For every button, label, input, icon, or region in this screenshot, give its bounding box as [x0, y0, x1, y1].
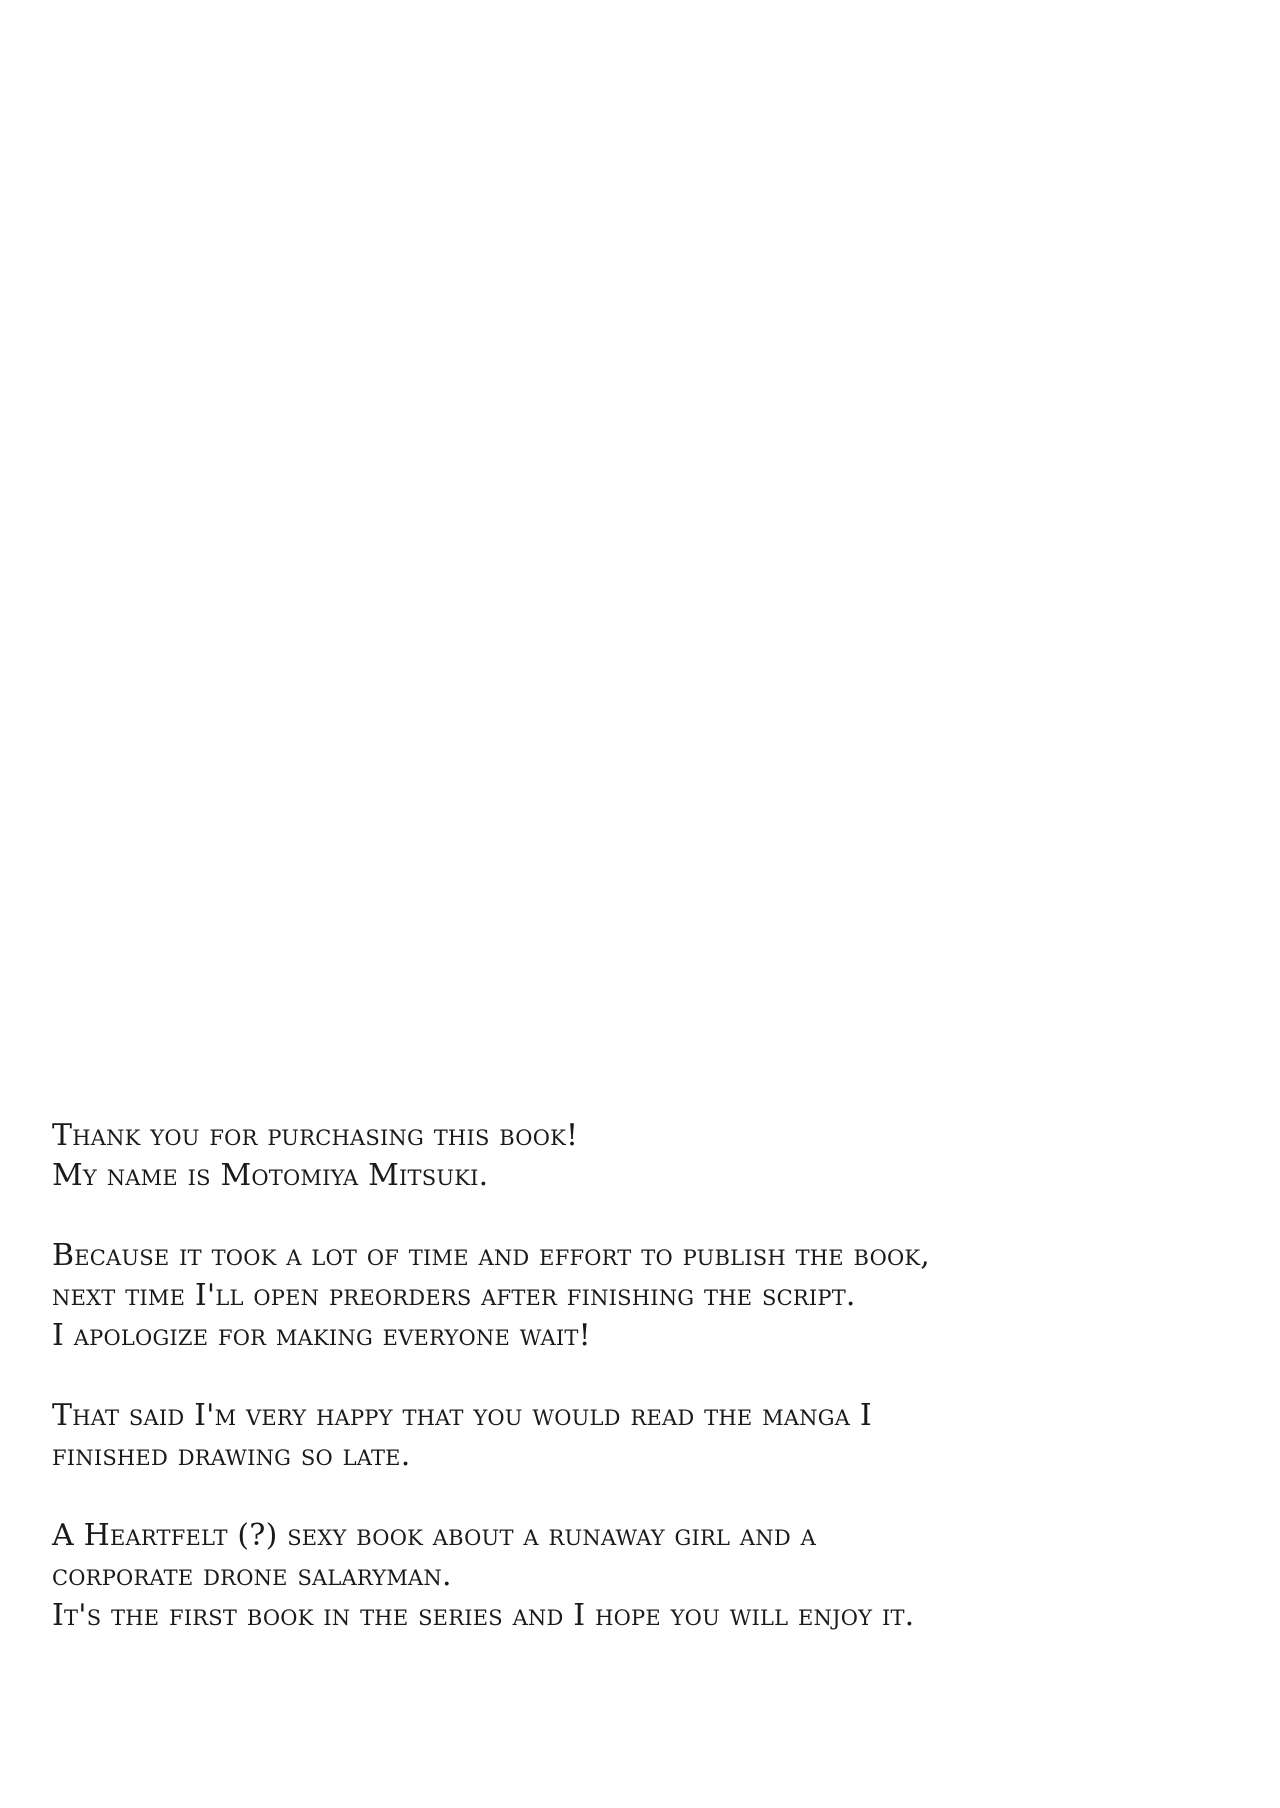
text-line: Because it took a lot of time and effort to publish the book,: [52, 1238, 931, 1273]
text-line: corporate drone salaryman.: [52, 1558, 452, 1593]
text-line: I apologize for making everyone wait!: [52, 1318, 591, 1353]
paragraph-greeting: [52, 1116, 1152, 1196]
text-line: It's the first book in the series and I hope you will enjoy it.: [52, 1598, 915, 1633]
text-line: finished drawing so late.: [52, 1438, 411, 1473]
text-line: next time I'll open preorders after finishing the script.: [52, 1278, 856, 1313]
paragraph-book-description: [52, 1516, 1152, 1636]
paragraph-apology: [52, 1236, 1152, 1356]
text-line: That said I'm very happy that you would read the manga I: [52, 1398, 872, 1433]
text-line: Thank you for purchasing this book!: [52, 1118, 579, 1153]
paragraph-thanks: [52, 1396, 1152, 1476]
text-line: A Heartfelt (?) sexy book about a runaway girl and a: [52, 1518, 816, 1553]
text-line: My name is Motomiya Mitsuki.: [52, 1158, 489, 1193]
afterword-text-block: [52, 1116, 1152, 1636]
